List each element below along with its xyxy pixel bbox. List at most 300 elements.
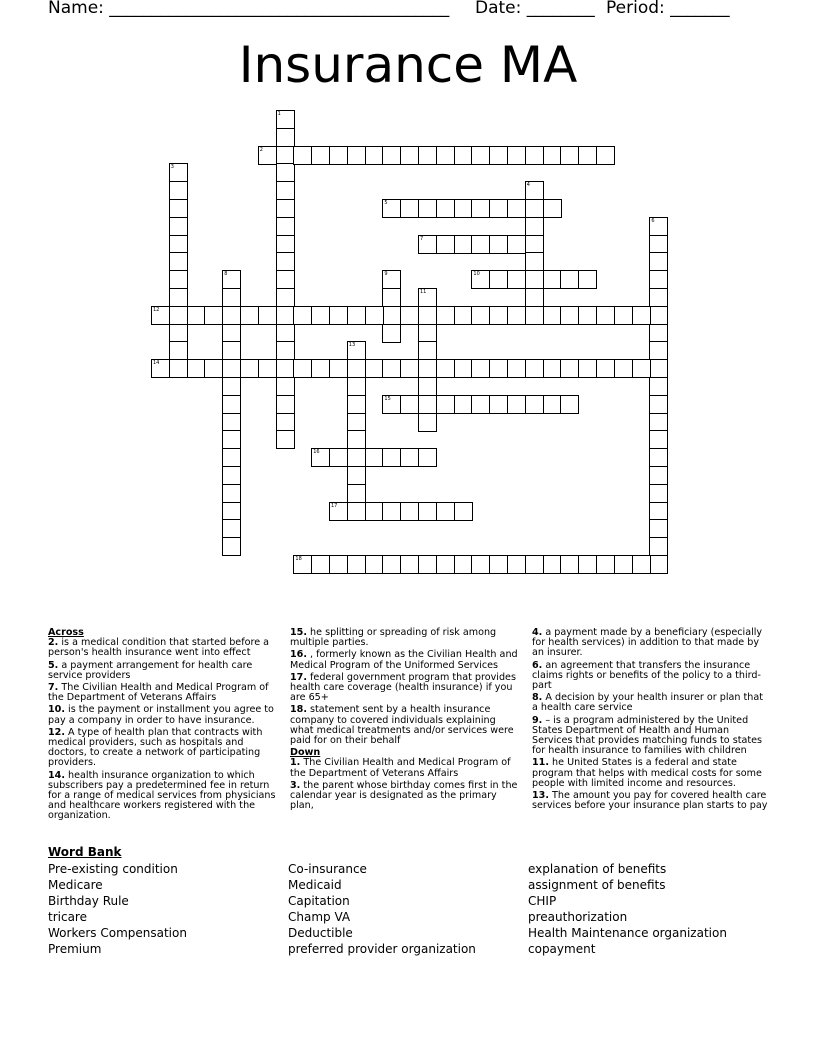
grid-cell[interactable]: [418, 413, 437, 432]
grid-cell[interactable]: [578, 359, 597, 378]
grid-cell[interactable]: [276, 146, 295, 165]
grid-cell[interactable]: [454, 146, 473, 165]
grid-cell[interactable]: [347, 502, 366, 521]
grid-cell[interactable]: [525, 235, 544, 254]
grid-cell[interactable]: [400, 146, 419, 165]
grid-cell[interactable]: [436, 502, 455, 521]
grid-cell[interactable]: [347, 430, 366, 449]
grid-cell[interactable]: [418, 324, 437, 343]
grid-cell[interactable]: [347, 484, 366, 503]
clue-number-label: 10.: [48, 704, 65, 716]
grid-cell[interactable]: [454, 199, 473, 218]
clue-number-label: 14.: [48, 769, 65, 781]
grid-cell[interactable]: [347, 359, 366, 378]
grid-cell[interactable]: [418, 288, 437, 307]
grid-cell[interactable]: [614, 555, 633, 574]
grid-cell[interactable]: [400, 359, 419, 378]
grid-cell[interactable]: [382, 324, 401, 343]
grid-cell[interactable]: [169, 252, 188, 271]
grid-cell[interactable]: [578, 555, 597, 574]
grid-cell[interactable]: [169, 217, 188, 236]
grid-cell[interactable]: [276, 199, 295, 218]
grid-cell[interactable]: [311, 555, 330, 574]
grid-cell[interactable]: [382, 359, 401, 378]
grid-cell[interactable]: [347, 466, 366, 485]
clue-section-heading: Across: [48, 627, 84, 638]
grid-cell[interactable]: [578, 146, 597, 165]
grid-cell[interactable]: [525, 146, 544, 165]
grid-cell[interactable]: [418, 341, 437, 360]
period-field-label[interactable]: Period: _______: [606, 0, 730, 18]
grid-cell[interactable]: [258, 359, 277, 378]
clue-section-heading: Down: [290, 747, 321, 759]
word-bank-item: copayment: [528, 942, 596, 956]
word-bank-item: Deductible: [288, 926, 353, 940]
grid-cell[interactable]: [418, 395, 437, 414]
grid-cell[interactable]: [400, 306, 419, 325]
word-bank-item: Health Maintenance organization: [528, 926, 727, 940]
grid-cell[interactable]: [507, 199, 526, 218]
grid-cell[interactable]: [329, 555, 348, 574]
grid-cell[interactable]: [471, 270, 490, 289]
grid-cell[interactable]: [382, 395, 401, 414]
grid-cell[interactable]: [614, 306, 633, 325]
grid-cell[interactable]: [222, 413, 241, 432]
grid-cell[interactable]: [222, 324, 241, 343]
grid-cell[interactable]: [276, 163, 295, 182]
grid-cell[interactable]: [329, 306, 348, 325]
grid-cell[interactable]: [543, 199, 562, 218]
grid-cell[interactable]: [311, 146, 330, 165]
grid-cell[interactable]: [382, 270, 401, 289]
grid-cell[interactable]: [525, 306, 544, 325]
clue-number-label: 7.: [48, 682, 59, 694]
word-bank-item: assignment of benefits: [528, 878, 666, 892]
word-bank-item: Champ VA: [288, 910, 351, 924]
clue-item: [290, 781, 522, 812]
grid-cell[interactable]: [187, 359, 206, 378]
grid-cell[interactable]: [596, 359, 615, 378]
grid-cell[interactable]: [169, 288, 188, 307]
grid-cell[interactable]: [400, 448, 419, 467]
grid-cell[interactable]: [525, 181, 544, 200]
grid-cell[interactable]: [489, 395, 508, 414]
clue-number: 10: [473, 271, 480, 278]
clue-text: The amount you pay for covered health care services before your insurance plan starts to pay: [532, 790, 768, 812]
grid-cell[interactable]: [276, 324, 295, 343]
grid-cell[interactable]: [347, 146, 366, 165]
grid-cell[interactable]: [276, 110, 295, 129]
grid-cell[interactable]: [489, 306, 508, 325]
clue-number-label: 8.: [532, 692, 543, 704]
clue-number: 16: [313, 449, 320, 456]
word-bank-column-3: [528, 861, 727, 957]
clue-number: 4: [526, 182, 530, 189]
grid-cell[interactable]: [507, 270, 526, 289]
grid-cell[interactable]: [222, 519, 241, 538]
grid-cell[interactable]: [222, 377, 241, 396]
grid-cell[interactable]: [418, 555, 437, 574]
grid-cell[interactable]: [649, 341, 668, 360]
grid-cell[interactable]: [436, 235, 455, 254]
clue-number: 1: [277, 111, 281, 117]
grid-cell[interactable]: [293, 359, 312, 378]
grid-cell[interactable]: [560, 306, 579, 325]
grid-cell[interactable]: [649, 217, 668, 236]
grid-cell[interactable]: [525, 252, 544, 271]
grid-cell[interactable]: [578, 270, 597, 289]
grid-cell[interactable]: [329, 359, 348, 378]
grid-cell[interactable]: [454, 502, 473, 521]
grid-cell[interactable]: [169, 324, 188, 343]
grid-cell[interactable]: [169, 199, 188, 218]
clue-item: [48, 728, 280, 769]
grid-cell[interactable]: [365, 448, 384, 467]
grid-cell[interactable]: [276, 359, 295, 378]
grid-cell[interactable]: [382, 555, 401, 574]
clue-number: 2: [259, 146, 263, 153]
clue-item: [290, 650, 522, 670]
grid-cell[interactable]: [222, 484, 241, 503]
grid-cell[interactable]: [560, 395, 579, 414]
grid-cell[interactable]: [525, 199, 544, 218]
grid-cell[interactable]: [187, 306, 206, 325]
grid-cell[interactable]: [240, 359, 259, 378]
grid-cell[interactable]: [222, 448, 241, 467]
grid-cell[interactable]: [276, 270, 295, 289]
clues-column-2: [290, 628, 522, 813]
grid-cell[interactable]: [471, 146, 490, 165]
grid-cell[interactable]: [222, 502, 241, 521]
grid-cell[interactable]: [400, 199, 419, 218]
grid-cell[interactable]: [578, 306, 597, 325]
grid-cell[interactable]: [489, 270, 508, 289]
clue-number: 17: [331, 502, 338, 509]
grid-cell[interactable]: [276, 128, 295, 147]
grid-cell[interactable]: [347, 555, 366, 574]
clue-item: [48, 683, 280, 703]
grid-cell[interactable]: [543, 359, 562, 378]
grid-cell[interactable]: [311, 306, 330, 325]
grid-cell[interactable]: [436, 199, 455, 218]
clue-text: he United States is a federal and state program that helps with medical costs for some people with limited income and resources.: [532, 757, 762, 789]
clue-number: 8: [224, 271, 228, 278]
grid-cell[interactable]: [649, 270, 668, 289]
grid-cell[interactable]: [400, 502, 419, 521]
clue-number-label: 9.: [532, 714, 543, 726]
grid-cell[interactable]: [329, 502, 348, 521]
grid-cell[interactable]: [649, 502, 668, 521]
grid-cell[interactable]: [382, 306, 401, 325]
grid-cell[interactable]: [471, 555, 490, 574]
grid-cell[interactable]: [649, 377, 668, 396]
grid-cell[interactable]: [436, 395, 455, 414]
grid-cell[interactable]: [507, 306, 526, 325]
grid-cell[interactable]: [471, 395, 490, 414]
grid-cell[interactable]: [365, 359, 384, 378]
grid-cell[interactable]: [400, 395, 419, 414]
grid-cell[interactable]: [347, 341, 366, 360]
grid-cell[interactable]: [418, 235, 437, 254]
grid-cell[interactable]: [311, 448, 330, 467]
grid-cell[interactable]: [507, 235, 526, 254]
grid-cell[interactable]: [632, 359, 651, 378]
clue-text: a payment arrangement for health care service providers: [48, 659, 253, 681]
grid-cell[interactable]: [169, 181, 188, 200]
grid-cell[interactable]: [222, 395, 241, 414]
grid-cell[interactable]: [222, 270, 241, 289]
word-bank-column-1: [48, 861, 187, 957]
grid-cell[interactable]: [169, 341, 188, 360]
grid-cell[interactable]: [596, 306, 615, 325]
clue-text: an agreement that transfers the insurance claims rights or benefits of the policy to a third-part: [532, 659, 761, 692]
grid-cell[interactable]: [222, 466, 241, 485]
grid-cell[interactable]: [614, 359, 633, 378]
grid-cell[interactable]: [525, 270, 544, 289]
grid-cell[interactable]: [543, 146, 562, 165]
grid-cell[interactable]: [347, 306, 366, 325]
clue-number: 18: [295, 556, 302, 562]
grid-cell[interactable]: [222, 341, 241, 360]
clue-text: statement sent by a health insurance company to covered individuals explaining what medical treatments and/or services were paid for on their behalf: [290, 704, 514, 747]
grid-cell[interactable]: [507, 395, 526, 414]
grid-cell[interactable]: [169, 163, 188, 182]
grid-cell[interactable]: [382, 146, 401, 165]
grid-cell[interactable]: [649, 448, 668, 467]
clue-number-label: 1.: [290, 757, 301, 769]
grid-cell[interactable]: [293, 306, 312, 325]
grid-cell[interactable]: [418, 306, 437, 325]
grid-cell[interactable]: [489, 235, 508, 254]
grid-cell[interactable]: [276, 341, 295, 360]
word-bank-title: Word Bank: [48, 845, 122, 859]
grid-cell[interactable]: [276, 235, 295, 254]
grid-cell[interactable]: [222, 306, 241, 325]
clue-item: [532, 716, 768, 757]
grid-cell[interactable]: [258, 146, 277, 165]
grid-cell[interactable]: [454, 306, 473, 325]
clue-number: 11: [420, 289, 427, 295]
word-bank-item: Medicare: [48, 878, 103, 892]
grid-cell[interactable]: [507, 359, 526, 378]
grid-cell[interactable]: [418, 502, 437, 521]
grid-cell[interactable]: [347, 413, 366, 432]
grid-cell[interactable]: [543, 270, 562, 289]
grid-cell[interactable]: [293, 146, 312, 165]
grid-cell[interactable]: [489, 146, 508, 165]
grid-cell[interactable]: [525, 359, 544, 378]
grid-cell[interactable]: [276, 395, 295, 414]
grid-cell[interactable]: [382, 288, 401, 307]
grid-cell[interactable]: [276, 217, 295, 236]
grid-cell[interactable]: [436, 146, 455, 165]
grid-cell[interactable]: [560, 555, 579, 574]
clue-number-label: 3.: [290, 779, 301, 791]
grid-cell[interactable]: [471, 306, 490, 325]
clue-item: [532, 693, 768, 713]
clue-item: [532, 791, 768, 811]
word-bank-column-2: [288, 861, 476, 957]
grid-cell[interactable]: [240, 306, 259, 325]
grid-cell[interactable]: [204, 306, 223, 325]
grid-cell[interactable]: [276, 377, 295, 396]
grid-cell[interactable]: [471, 359, 490, 378]
grid-cell[interactable]: [649, 413, 668, 432]
grid-cell[interactable]: [649, 484, 668, 503]
clue-number-label: 15.: [290, 627, 307, 638]
grid-cell[interactable]: [436, 359, 455, 378]
grid-cell[interactable]: [507, 146, 526, 165]
grid-cell[interactable]: [365, 555, 384, 574]
grid-cell[interactable]: [382, 448, 401, 467]
grid-cell[interactable]: [649, 395, 668, 414]
grid-cell[interactable]: [543, 395, 562, 414]
grid-cell[interactable]: [507, 555, 526, 574]
page-title: Insurance MA: [238, 36, 578, 94]
grid-cell[interactable]: [454, 395, 473, 414]
clue-text: health insurance organization to which subscribers pay a predetermined fee in return for a range of medical services from physicians and healthcare workers registered with the organization.: [48, 769, 276, 822]
word-bank-item: Birthday Rule: [48, 894, 129, 908]
grid-cell[interactable]: [649, 324, 668, 343]
grid-cell[interactable]: [169, 359, 188, 378]
clue-item: [48, 771, 280, 822]
grid-cell[interactable]: [560, 270, 579, 289]
grid-cell[interactable]: [454, 235, 473, 254]
clue-number-label: 4.: [532, 627, 543, 638]
grid-cell[interactable]: [365, 306, 384, 325]
grid-cell[interactable]: [258, 306, 277, 325]
word-bank-item: tricare: [48, 910, 87, 924]
grid-cell[interactable]: [347, 448, 366, 467]
grid-cell[interactable]: [471, 199, 490, 218]
word-bank-item: preauthorization: [528, 910, 628, 924]
word-bank-item: Capitation: [288, 894, 350, 908]
grid-cell[interactable]: [436, 306, 455, 325]
grid-cell[interactable]: [649, 235, 668, 254]
grid-cell[interactable]: [365, 502, 384, 521]
grid-cell[interactable]: [347, 395, 366, 414]
grid-cell[interactable]: [169, 235, 188, 254]
clue-number: 12: [153, 306, 160, 313]
clue-text: A type of health plan that contracts with medical providers, such as hospitals and doctors, to create a network of participating providers.: [48, 726, 263, 769]
grid-cell[interactable]: [418, 448, 437, 467]
clue-text: is the payment or installment you agree to pay a company in order to have insurance.: [48, 704, 274, 726]
grid-cell[interactable]: [649, 288, 668, 307]
grid-cell[interactable]: [454, 555, 473, 574]
grid-cell[interactable]: [560, 146, 579, 165]
grid-cell[interactable]: [649, 519, 668, 538]
grid-cell[interactable]: [418, 199, 437, 218]
clue-number: 5: [384, 200, 388, 206]
grid-cell[interactable]: [649, 430, 668, 449]
grid-cell[interactable]: [276, 430, 295, 449]
clue-item: [532, 758, 768, 789]
clue-number-label: 2.: [48, 637, 59, 649]
clue-number-label: 18.: [290, 704, 307, 716]
grid-cell[interactable]: [525, 395, 544, 414]
name-field-label[interactable]: Name: ________________________________________: [48, 0, 450, 18]
clue-text: The Civilian Health and Medical Program of the Department of Veterans Affairs: [290, 757, 511, 779]
grid-cell[interactable]: [454, 359, 473, 378]
clue-number: 9: [384, 271, 388, 278]
grid-cell[interactable]: [329, 448, 348, 467]
clue-number: 13: [348, 342, 356, 349]
grid-cell[interactable]: [276, 413, 295, 432]
grid-cell[interactable]: [489, 359, 508, 378]
grid-cell[interactable]: [293, 555, 312, 574]
grid-cell[interactable]: [596, 146, 615, 165]
grid-cell[interactable]: [418, 146, 437, 165]
grid-cell[interactable]: [418, 377, 437, 396]
grid-cell[interactable]: [222, 430, 241, 449]
grid-cell[interactable]: [543, 306, 562, 325]
clue-text: a payment made by a beneficiary (especially for health services) in addition to that made by an insurer.: [532, 627, 763, 659]
clue-number-label: 11.: [532, 757, 549, 769]
grid-cell[interactable]: [151, 306, 170, 325]
grid-cell[interactable]: [276, 252, 295, 271]
grid-cell[interactable]: [543, 555, 562, 574]
word-bank-item: Workers Compensation: [48, 926, 187, 940]
clue-number-label: 17.: [290, 671, 307, 683]
grid-cell[interactable]: [365, 146, 384, 165]
grid-cell[interactable]: [632, 306, 651, 325]
grid-cell[interactable]: [276, 306, 295, 325]
grid-cell[interactable]: [649, 466, 668, 485]
grid-cell[interactable]: [329, 146, 348, 165]
grid-cell[interactable]: [222, 359, 241, 378]
grid-cell[interactable]: [382, 502, 401, 521]
grid-cell[interactable]: [489, 199, 508, 218]
grid-cell[interactable]: [222, 288, 241, 307]
grid-cell[interactable]: [649, 306, 668, 325]
grid-cell[interactable]: [222, 537, 241, 556]
clue-item: [48, 638, 280, 658]
grid-cell[interactable]: [276, 288, 295, 307]
grid-cell[interactable]: [169, 270, 188, 289]
word-bank-item: Co-insurance: [288, 862, 367, 876]
grid-cell[interactable]: [382, 199, 401, 218]
clue-number-label: 12.: [48, 726, 65, 738]
date-field-label[interactable]: Date: ________: [475, 0, 595, 18]
grid-cell[interactable]: [169, 306, 188, 325]
grid-cell[interactable]: [525, 555, 544, 574]
clue-number: 14: [153, 360, 160, 367]
clue-text: , formerly known as the Civilian Health and Medical Program of the Uniformed Services: [290, 649, 518, 671]
grid-cell[interactable]: [596, 555, 615, 574]
grid-cell[interactable]: [649, 252, 668, 271]
grid-cell[interactable]: [560, 359, 579, 378]
word-bank-item: Pre-existing condition: [48, 862, 178, 876]
grid-cell[interactable]: [311, 359, 330, 378]
grid-cell[interactable]: [632, 555, 651, 574]
grid-cell[interactable]: [276, 181, 295, 200]
grid-cell[interactable]: [347, 377, 366, 396]
grid-cell[interactable]: [649, 555, 668, 574]
grid-cell[interactable]: [489, 555, 508, 574]
grid-cell[interactable]: [649, 359, 668, 378]
grid-cell[interactable]: [400, 555, 419, 574]
clue-text: is a medical condition that started before a person's health insurance went into effect: [48, 637, 270, 659]
grid-cell[interactable]: [418, 359, 437, 378]
grid-cell[interactable]: [151, 359, 170, 378]
clue-number: 7: [420, 235, 424, 242]
grid-cell[interactable]: [649, 537, 668, 556]
grid-cell[interactable]: [471, 235, 490, 254]
grid-cell[interactable]: [204, 359, 223, 378]
grid-cell[interactable]: [525, 288, 544, 307]
grid-cell[interactable]: [436, 555, 455, 574]
grid-cell[interactable]: [525, 217, 544, 236]
